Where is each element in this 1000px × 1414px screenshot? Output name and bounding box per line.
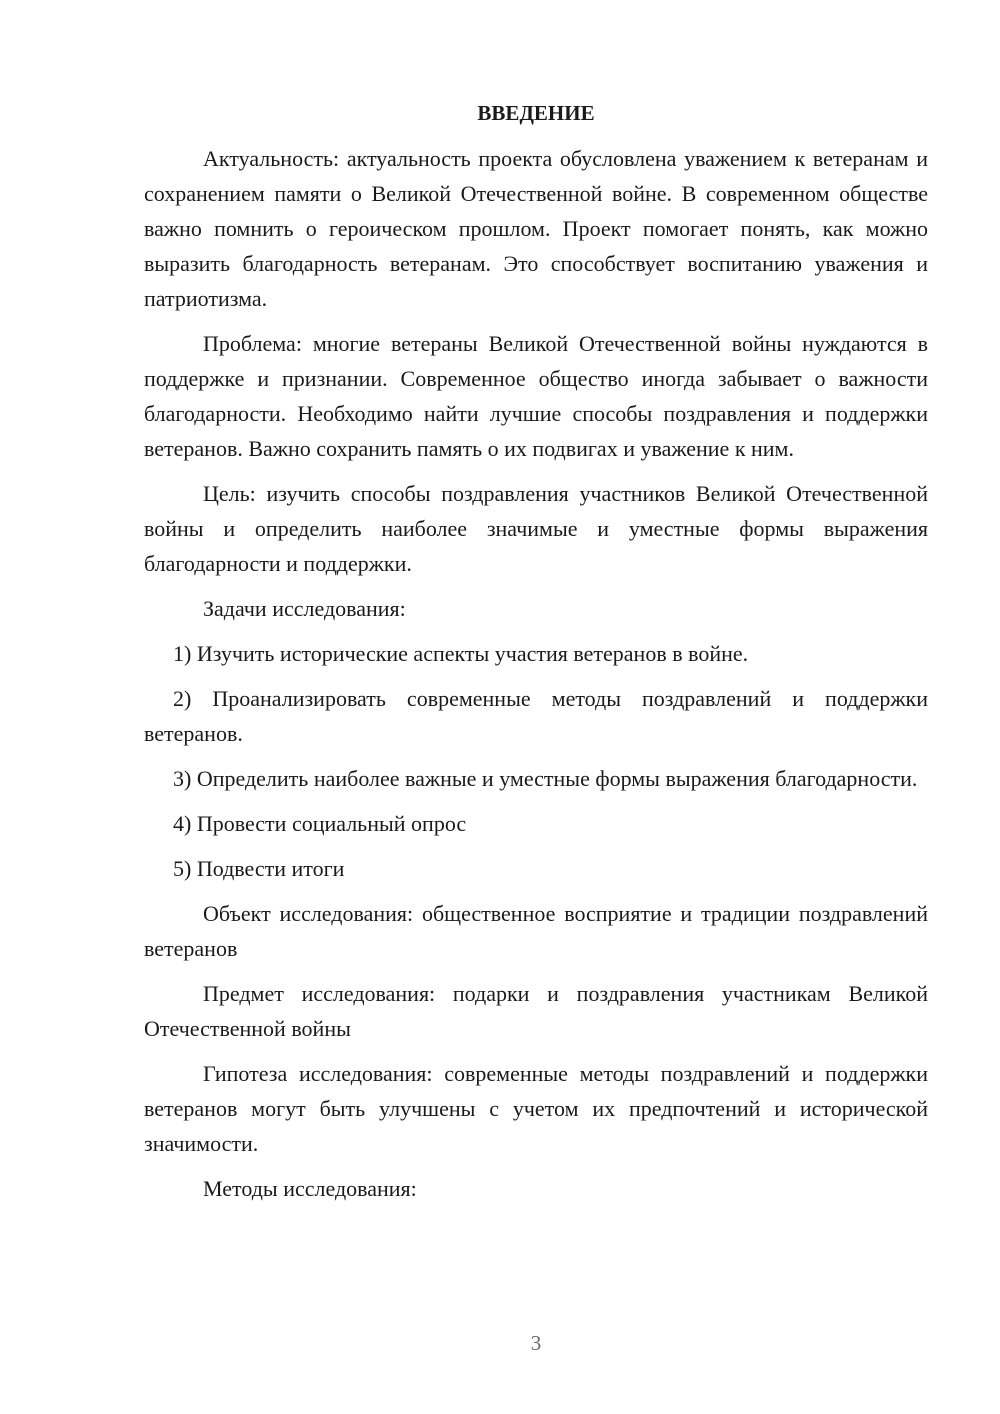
- subject-paragraph: Предмет исследования: подарки и поздравления участникам Великой Отечественной войны: [144, 981, 928, 1041]
- document-page: [144, 96, 928, 1216]
- task-item-5: 5) Подвести итоги: [173, 856, 345, 881]
- page-number: 3: [530, 1331, 542, 1355]
- relevance-paragraph: Актуальность: актуальность проекта обусловлена уважением к ветеранам и сохранением памяти о Великой Отечественной войне. В современном обществе важно помнить о героическом прошлом. Проект помогает понять, как можно выразить благодарность ветеранам. Это способствует воспитанию уважения и патриотизма.: [144, 146, 928, 311]
- problem-paragraph: Проблема: многие ветераны Великой Отечественной войны нуждаются в поддержке и признании. Современное общество иногда забывает о важности благодарности. Необходимо найти лучшие способы поздравления и поддержки ветеранов. Важно сохранить память о их подвигах и уважение к ним.: [144, 331, 928, 461]
- methods-heading: Методы исследования:: [203, 1176, 417, 1201]
- task-item-2: 2) Проанализировать современные методы поздравлений и поддержки ветеранов.: [144, 686, 928, 746]
- hypothesis-paragraph: Гипотеза исследования: современные методы поздравлений и поддержки ветеранов могут быть улучшены с учетом их предпочтений и исторической значимости.: [144, 1061, 928, 1156]
- goal-paragraph: Цель: изучить способы поздравления участников Великой Отечественной войны и определить наиболее значимые и уместные формы выражения благодарности и поддержки.: [144, 481, 928, 576]
- task-item-3: 3) Определить наиболее важные и уместные формы выражения благодарности.: [173, 766, 918, 791]
- page-title: ВВЕДЕНИЕ: [477, 101, 595, 125]
- object-paragraph: Объект исследования: общественное восприятие и традиции поздравлений ветеранов: [144, 901, 928, 961]
- task-item-1: 1) Изучить исторические аспекты участия ветеранов в войне.: [173, 641, 749, 666]
- tasks-heading: Задачи исследования:: [203, 596, 406, 621]
- task-item-4: 4) Провести социальный опрос: [173, 811, 467, 836]
